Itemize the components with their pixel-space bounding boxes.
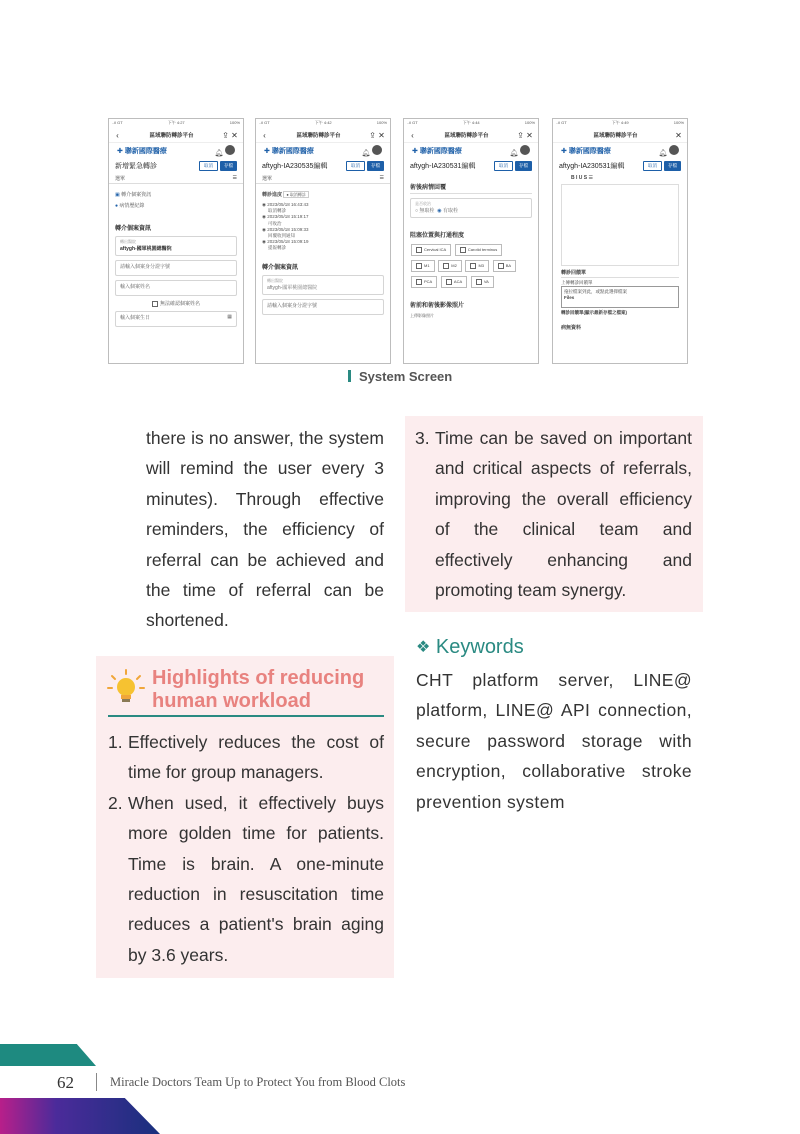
nav-title: 區域聯防轉診平台 <box>593 133 638 139</box>
benefit-list <box>415 423 692 605</box>
diamond-cluster-icon: ❖ <box>416 639 431 656</box>
left-paragraph: there is no answer, the system will remind the user every 3 minutes). Through effective reminders, the efficiency of referral can be achieved and the time of referral can be shortened. <box>146 428 384 631</box>
page-header <box>109 159 243 173</box>
back-icon[interactable]: ‹ <box>116 130 119 140</box>
footer-gradient-band <box>0 1098 160 1134</box>
back-icon[interactable]: ‹ <box>411 130 414 140</box>
app-nav <box>404 128 538 143</box>
calendar-icon[interactable]: ▦ <box>227 314 232 320</box>
hospital-logo: ✚ 聯新國際醫療 <box>561 148 611 155</box>
thrombectomy-radio-group[interactable]: 是否收治 ○ 無取栓 ◉ 有取栓 <box>410 198 532 218</box>
screenshot-referral-progress <box>255 118 391 364</box>
name-input[interactable]: 輸入個案姓名 <box>115 280 237 296</box>
chip[interactable]: Carotid terminus <box>455 244 502 256</box>
chip[interactable]: PCA <box>411 276 437 288</box>
save-button[interactable]: 存檔 <box>220 161 237 171</box>
screenshot-new-referral <box>108 118 244 364</box>
timeline-item: ◉ 2023/05/18 15:09:19 <box>262 239 309 245</box>
chip[interactable]: M1 <box>411 260 435 272</box>
page-title: 新增緊急轉診 <box>115 163 157 170</box>
chip[interactable]: ACA <box>441 276 467 288</box>
bell-icon[interactable]: 🔔︎ <box>361 150 371 157</box>
highlights-list <box>108 727 384 970</box>
occlusion-chips-row3 <box>410 274 532 290</box>
chip[interactable]: M3 <box>465 260 489 272</box>
save-button[interactable]: 存檔 <box>367 161 384 171</box>
page-header <box>256 159 390 173</box>
menu-item[interactable]: ● 病情歷紀錄 <box>115 203 145 209</box>
birthday-input[interactable]: 輸入個案生日 ▦ <box>115 311 237 327</box>
app-nav <box>256 128 390 143</box>
page-header <box>553 159 687 173</box>
nav-title: 區域聯防轉診平台 <box>444 133 489 139</box>
avatar[interactable] <box>225 145 235 155</box>
app-nav <box>109 128 243 143</box>
unknown-name-checkbox[interactable]: 無法確認個案姓名 <box>115 300 237 307</box>
timeline-item: 回覆收到通知 <box>268 233 295 239</box>
share-icon[interactable]: ⇪ <box>222 130 229 140</box>
page-header <box>404 159 538 173</box>
chat-icon: ● <box>115 203 119 209</box>
rich-text-editor[interactable] <box>561 184 679 266</box>
page-title: aftygh-IA230531編輯 <box>559 163 625 170</box>
hospital-select[interactable]: 轉出醫院 aftygh-國軍桃園總醫院 <box>115 236 237 256</box>
highlights-divider <box>108 715 384 717</box>
upload-label: 上傳影像照片 <box>410 313 434 318</box>
list-item: 1. Effectively reduces the cost of time for group managers. <box>108 732 384 783</box>
id-input[interactable]: 請輸入個案身分證字號 <box>115 260 237 276</box>
close-icon[interactable]: ✕ <box>231 130 238 140</box>
keywords-text: CHT platform server, LINE@ platform, LINE@ API connection, secure password storage with encryption, collaborative stroke prevention system <box>416 670 692 812</box>
save-button[interactable]: 存檔 <box>515 161 532 171</box>
footer-separator <box>96 1073 97 1091</box>
screenshot-post-op-reply <box>403 118 539 364</box>
logo-row <box>256 143 390 159</box>
hospital-logo: ✚ 聯新國際醫療 <box>264 148 314 155</box>
section-title: 術後病情回覆 <box>410 182 532 194</box>
share-icon[interactable]: ⇪ <box>517 130 524 140</box>
nav-title: 區域聯防轉診平台 <box>296 133 341 139</box>
bell-icon[interactable]: 🔔︎ <box>214 150 224 157</box>
hospital-logo: ✚ 聯新國際醫療 <box>117 148 167 155</box>
hamburger-icon[interactable]: ☰ <box>232 175 237 181</box>
timeline-item: 提報轉診 <box>268 245 286 251</box>
close-icon[interactable]: ✕ <box>378 130 385 140</box>
highlights-title: Highlights of reducing human workload <box>152 667 365 712</box>
close-icon[interactable]: ✕ <box>675 130 682 140</box>
files-subtitle: 轉診回饋單(顯示最新存檔之檔案) <box>561 310 627 315</box>
section-title: 病無資料 <box>561 325 582 331</box>
cancel-button[interactable]: 取消 <box>494 161 513 171</box>
hospital-select[interactable]: 轉出醫院 aftygh-國軍桃園總醫院 <box>262 275 384 295</box>
caption-bar <box>348 370 351 382</box>
file-drop-zone[interactable]: 拖拉檔案到此，或點此選擇檔案 Files <box>561 286 679 308</box>
close-icon[interactable]: ✕ <box>526 130 533 140</box>
app-nav <box>553 128 687 143</box>
section-title: 阻塞位置與打通程度 <box>410 233 465 239</box>
running-title: Miracle Doctors Team Up to Protect You from Blood Clots <box>110 1075 406 1089</box>
carrier: ..il GT <box>112 120 123 125</box>
radio-no[interactable]: ○ 無取栓 <box>415 208 435 214</box>
timeline-item: ◉ 2023/05/18 15:19:17 <box>262 214 309 220</box>
logo-row <box>404 143 538 159</box>
status-bar <box>109 119 243 128</box>
chip[interactable]: VA <box>471 276 494 288</box>
chip[interactable]: Cervical ICA <box>411 244 451 256</box>
nav-title: 區域聯防轉診平台 <box>149 133 194 139</box>
avatar[interactable] <box>372 145 382 155</box>
timeline-item: ◉ 2023/05/18 15:09:33 <box>262 226 309 232</box>
section-title: 轉介個案資訊 <box>262 264 299 271</box>
section-title: 轉診回饋單 <box>561 269 679 278</box>
menu-label: 選單 <box>115 175 126 182</box>
list-item: 2. When used, it effectively buys more golden time for patients. Time is brain. A one-minute reduction in resuscitation time reduces a patient's brain aging by 3.6 years. <box>108 792 384 965</box>
hamburger-icon[interactable]: ☰ <box>379 175 384 181</box>
save-button[interactable]: 存檔 <box>664 161 681 171</box>
page-title: aftygh-IA230535編輯 <box>262 163 328 170</box>
status-bar: ..il GT 下午 4:44 100% <box>407 120 535 125</box>
cancel-button[interactable]: 取消 <box>643 161 662 171</box>
occlusion-chips-row2 <box>410 258 532 274</box>
keywords-heading: ❖ Keywords <box>416 636 524 658</box>
footer-teal-band <box>0 1044 96 1066</box>
chip[interactable]: BA <box>493 260 516 272</box>
id-input[interactable]: 請輸入個案身分證字號 <box>262 299 384 315</box>
radio-yes[interactable]: ◉ 有取栓 <box>437 208 458 214</box>
bell-icon[interactable]: 🔔︎ <box>658 150 668 157</box>
bell-icon[interactable]: 🔔︎ <box>509 150 519 157</box>
lightbulb-icon <box>106 668 146 708</box>
menu-bar[interactable] <box>109 173 243 184</box>
timeline-item: 可收治 <box>268 220 282 226</box>
status-badge: ● 取消轉診 <box>283 191 309 198</box>
editor-toolbar[interactable]: B I U S ☰ <box>571 175 593 181</box>
back-icon[interactable]: ‹ <box>263 130 266 140</box>
card-icon: ▣ <box>115 192 120 198</box>
cancel-button[interactable]: 取消 <box>346 161 365 171</box>
cancel-button[interactable]: 取消 <box>199 161 218 171</box>
occlusion-chips-row1 <box>410 242 532 258</box>
status-bar: ..il GT 下午 4:42 100% <box>259 120 387 125</box>
timeline-item: ◉ 2023/05/18 16:43:43 <box>262 202 309 207</box>
chip[interactable]: M2 <box>438 260 462 272</box>
hospital-logo: ✚ 聯新國際醫療 <box>412 148 462 155</box>
share-icon[interactable]: ⇪ <box>369 130 376 140</box>
menu-bar[interactable]: 選單 ☰ <box>256 173 390 184</box>
screenshot-referral-feedback <box>552 118 688 364</box>
status-bar: ..il GT 下午 4:49 100% <box>556 120 684 125</box>
logo-row <box>553 143 687 159</box>
figure-caption: System Screen <box>348 369 452 384</box>
avatar[interactable] <box>520 145 530 155</box>
page-number: 62 <box>57 1073 74 1092</box>
battery: 100% <box>229 120 240 125</box>
clock: 下午 4:27 <box>167 120 185 125</box>
timeline-item: 取消轉診 <box>268 208 286 214</box>
upload-title: 上傳轉診回饋單 <box>561 280 593 285</box>
section-title: 術前和術後影像照片 <box>410 303 465 309</box>
page-title: aftygh-IA230531編輯 <box>410 163 476 170</box>
list-item: 3. Time can be saved on important and critical aspects of referrals, improving the overall efficiency of the clinical team and effectively enhancing and promoting team synergy. <box>415 428 692 601</box>
section-title: 轉介個案資訊 <box>115 226 152 232</box>
logo-row <box>109 143 243 159</box>
avatar[interactable] <box>669 145 679 155</box>
progress-row: 轉診進度 ● 取消轉診 <box>262 191 384 198</box>
timeline <box>262 202 384 252</box>
menu-item[interactable]: ▣ 轉介個案資訊 <box>115 192 152 198</box>
